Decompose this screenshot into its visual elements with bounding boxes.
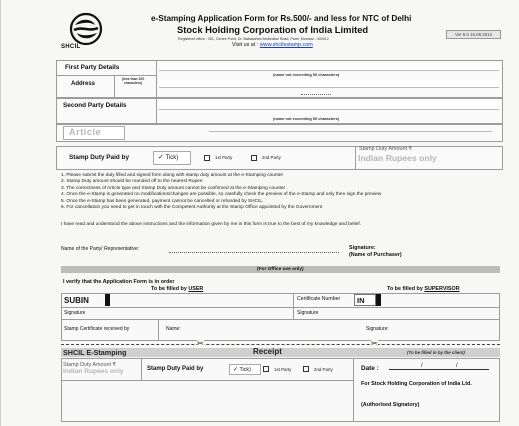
- second-party-checkbox[interactable]: [251, 155, 257, 161]
- address-note: (less than 100 characters): [121, 77, 145, 85]
- office-use-label: (For Office use only): [257, 267, 304, 272]
- company-name: Stock Holding Corporation of India Limited: [177, 24, 369, 35]
- date-label: Date :: [361, 365, 379, 372]
- supervisor-word: SUPERVISOR: [424, 286, 460, 292]
- receipt-tick-label: Tick): [239, 367, 251, 373]
- instructions-list: [61, 173, 381, 211]
- office-signature-label: Signature:: [366, 326, 389, 332]
- tick-label: Tick): [165, 155, 179, 161]
- second-party-option: 2nd Party: [262, 155, 281, 160]
- cut-line: [61, 344, 500, 345]
- website-link[interactable]: www.shcilestamp.com: [259, 42, 313, 48]
- receipt-first-party-option: 1st Party: [274, 367, 292, 372]
- receipt-amount-input[interactable]: Indian Rupees only: [63, 368, 124, 375]
- second-party-name-input[interactable]: [159, 101, 499, 110]
- first-party-option: 1st Party: [215, 155, 233, 160]
- tick-icon: ✓: [158, 154, 164, 161]
- instruction-item: 2. Stamp Duty amount should be rounded off to the nearest Rupee: [61, 179, 203, 185]
- filled-by-supervisor: [387, 286, 460, 292]
- company-address: Registered office : 301, Centre Point, Dr. Babasaheb Ambedkar Road, Parel, Mumbai - 400012: [178, 37, 329, 41]
- receipt-tick-box: [229, 364, 261, 375]
- receipt-first-party-checkbox[interactable]: [263, 366, 269, 372]
- tick-box: [153, 151, 191, 165]
- filled-by-user-text: To be filled by: [151, 286, 187, 292]
- form-title: e-Stamping Application Form for Rs.500/- and less for NTC of Delhi: [151, 14, 412, 23]
- declaration: I have read and understood the above instructions and the information given by me in this form is true to the best of my knowledge and belief.: [61, 222, 361, 227]
- amount-input[interactable]: Indian Rupees only: [358, 153, 437, 163]
- date-separator: /: [456, 363, 458, 369]
- receipt-amount-label: Stamp Duty Amount ₹: [63, 362, 116, 368]
- version-badge: Ver 6.0 16.08.2012: [446, 30, 501, 39]
- filled-by-supervisor-text: To be filled by: [387, 286, 423, 292]
- instruction-item: 3. The correctness of Article type and Stamp Duty amount cannot be confirmed at the e-Stamping counter: [61, 185, 286, 191]
- instruction-item: 1. Please submit the duly filled and signed form along with stamp duty amount at the e-Stamping counter: [61, 173, 284, 178]
- estamping-label: SHCIL E-Stamping: [63, 348, 127, 357]
- visit-line: [232, 42, 313, 48]
- name-label: Name:: [166, 326, 181, 332]
- client-note: (To be filled in by the client): [407, 350, 465, 355]
- signature-label: Signature:: [349, 245, 376, 251]
- instruction-item: 4. Once the e-Stamp is generated no modifications/changes are possible, so carefully check the preview of the e-Stamp and only then sign the preview: [61, 192, 382, 198]
- first-party-label: First Party Details: [65, 64, 120, 71]
- cert-number-label: Certificate Number: [297, 296, 341, 302]
- receipt-label: Receipt: [253, 347, 282, 356]
- purchaser-label: (Name of Purchaser): [349, 252, 402, 258]
- second-party-label: Second Party Details: [63, 102, 127, 109]
- second-party-name-note: (name not exceeding 50 characters): [273, 116, 340, 121]
- receipt-second-party-option: 2nd Party: [314, 367, 333, 372]
- verify-label: I verify that the Application Form is in order: [63, 279, 175, 285]
- cert-number-field[interactable]: IN: [354, 294, 376, 306]
- first-party-name-note: (name not exceeding 50 characters): [273, 72, 340, 77]
- logo-text: SHCIL: [61, 44, 81, 50]
- office-use-table: [61, 293, 500, 341]
- instruction-item: 6. For cancellation you need to get in touch with the Competent Authority at the Stamp Office appointed by the Government: [61, 205, 323, 211]
- scissors-icon: ✂: [197, 339, 204, 348]
- receipt-tick-icon: ✓: [233, 367, 239, 373]
- instruction-item: 5. Once the e-Stamp has been generated, payment cannot be cancelled or refunded by SHCIL.: [61, 198, 264, 204]
- date-input[interactable]: [389, 369, 489, 370]
- user-name-value: SUBIN: [64, 296, 89, 305]
- cert-number-marker: [376, 294, 381, 306]
- for-company-label: For Stock Holding Corporation of India Ltd.: [361, 381, 472, 387]
- article-input[interactable]: [209, 131, 492, 132]
- signature-right-label: Signature: [297, 310, 319, 316]
- authorised-signatory-label: (Authorised Signatory): [361, 402, 420, 408]
- user-word: USER: [188, 286, 204, 292]
- scissors-icon: ✂: [371, 339, 378, 348]
- user-name-marker: [105, 294, 110, 306]
- receipt-second-party-checkbox[interactable]: [303, 366, 309, 372]
- first-party-checkbox[interactable]: [204, 155, 210, 161]
- receipt-paid-by-label: Stamp Duty Paid by: [147, 366, 204, 372]
- article-label: Article: [69, 127, 102, 137]
- visit-label: Visit us at :: [232, 42, 259, 48]
- stamp-received-label: Stamp Certificate received by: [64, 326, 130, 332]
- signature-left-label: Signature: [64, 310, 86, 316]
- amount-label: Stamp Duty Amount ₹: [359, 146, 412, 152]
- address-input[interactable]: [159, 80, 499, 88]
- stamp-duty-paid-label: Stamp Duty Paid by: [69, 154, 130, 161]
- filled-by-user: [151, 286, 203, 292]
- first-party-name-input[interactable]: [159, 63, 499, 71]
- address-label: Address: [71, 81, 96, 87]
- party-name-label: Name of the Party/ Representative:: [61, 246, 140, 252]
- date-separator: /: [421, 363, 423, 369]
